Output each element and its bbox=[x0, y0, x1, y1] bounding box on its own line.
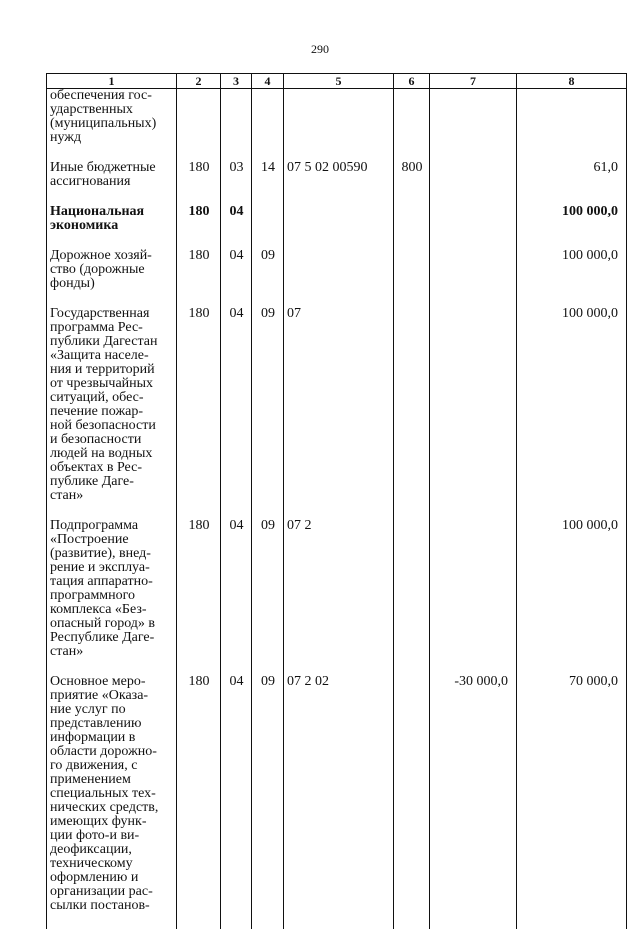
row-col-7 bbox=[430, 89, 517, 162]
table-row bbox=[47, 89, 627, 162]
row-col-6 bbox=[394, 89, 430, 162]
row-col-7 bbox=[430, 519, 517, 675]
table-row bbox=[47, 205, 627, 249]
row-col-4 bbox=[252, 205, 284, 249]
row-col-3: 04 bbox=[221, 307, 252, 519]
column-header-8: 8 bbox=[517, 74, 627, 89]
row-col-4 bbox=[252, 89, 284, 162]
row-col-8: 100 000,0 bbox=[517, 519, 627, 675]
row-col-6 bbox=[394, 249, 430, 307]
row-col-3: 04 bbox=[221, 675, 252, 929]
row-col-8: 100 000,0 bbox=[517, 249, 627, 307]
table-row bbox=[47, 519, 627, 675]
row-col-7 bbox=[430, 249, 517, 307]
row-name: Подпрограмма «Построение (развитие), внед- рение и эксплуа- тация аппаратно- программного комплекса «Без- опасный город» в Республике Даге- стан» bbox=[47, 519, 177, 675]
row-col-6: 800 bbox=[394, 161, 430, 205]
row-col-5 bbox=[284, 89, 394, 162]
row-col-8: 100 000,0 bbox=[517, 307, 627, 519]
row-col-4: 09 bbox=[252, 307, 284, 519]
row-col-5: 07 2 02 bbox=[284, 675, 394, 929]
row-col-7: -30 000,0 bbox=[430, 675, 517, 929]
row-col-8 bbox=[517, 89, 627, 162]
row-col-2: 180 bbox=[177, 307, 221, 519]
row-col-6 bbox=[394, 205, 430, 249]
row-col-4: 09 bbox=[252, 519, 284, 675]
row-col-4: 09 bbox=[252, 249, 284, 307]
column-header-7: 7 bbox=[430, 74, 517, 89]
row-col-3 bbox=[221, 89, 252, 162]
table-header-row bbox=[47, 74, 627, 89]
row-col-8: 70 000,0 bbox=[517, 675, 627, 929]
row-col-7 bbox=[430, 161, 517, 205]
page-number: 290 bbox=[0, 42, 640, 57]
row-col-7 bbox=[430, 205, 517, 249]
row-col-2: 180 bbox=[177, 205, 221, 249]
row-name: Дорожное хозяй- ство (дорожные фонды) bbox=[47, 249, 177, 307]
row-col-6 bbox=[394, 307, 430, 519]
table-row bbox=[47, 675, 627, 929]
row-col-2: 180 bbox=[177, 249, 221, 307]
column-header-3: 3 bbox=[221, 74, 252, 89]
column-header-4: 4 bbox=[252, 74, 284, 89]
row-name: Государственная программа Рес- публики Дагестан «Защита населе- ния и территорий от чрезвычайных ситуаций, обес- печение пожар- ной безопасности и безопасности людей на водных объектах в Рес- публике Даге- стан» bbox=[47, 307, 177, 519]
column-header-1: 1 bbox=[47, 74, 177, 89]
row-col-6 bbox=[394, 519, 430, 675]
row-col-6 bbox=[394, 675, 430, 929]
row-col-2: 180 bbox=[177, 675, 221, 929]
row-name: обеспечения гос- ударственных (муниципальных) нужд bbox=[47, 89, 177, 162]
row-name: Основное меро- приятие «Оказа- ние услуг по представлению информации в области дорожно- го движения, с применением специальных тех- нических средств, имеющих функ- ции фото-и ви- деофиксации, техническому оформлению и организации рас- сылки постанов- bbox=[47, 675, 177, 929]
column-header-5: 5 bbox=[284, 74, 394, 89]
row-col-3: 03 bbox=[221, 161, 252, 205]
row-col-8: 61,0 bbox=[517, 161, 627, 205]
row-col-5 bbox=[284, 205, 394, 249]
row-col-4: 09 bbox=[252, 675, 284, 929]
row-col-5: 07 bbox=[284, 307, 394, 519]
row-col-3: 04 bbox=[221, 249, 252, 307]
row-col-5: 07 2 bbox=[284, 519, 394, 675]
column-header-2: 2 bbox=[177, 74, 221, 89]
row-col-3: 04 bbox=[221, 205, 252, 249]
row-name: Иные бюджетные ассигнования bbox=[47, 161, 177, 205]
row-col-2 bbox=[177, 89, 221, 162]
row-col-4: 14 bbox=[252, 161, 284, 205]
row-col-5 bbox=[284, 249, 394, 307]
column-header-6: 6 bbox=[394, 74, 430, 89]
row-col-2: 180 bbox=[177, 519, 221, 675]
budget-table bbox=[46, 73, 627, 929]
row-col-5: 07 5 02 00590 bbox=[284, 161, 394, 205]
table-row bbox=[47, 249, 627, 307]
table-row bbox=[47, 161, 627, 205]
row-col-7 bbox=[430, 307, 517, 519]
row-name: Национальная экономика bbox=[47, 205, 177, 249]
row-col-8: 100 000,0 bbox=[517, 205, 627, 249]
table-body bbox=[47, 89, 627, 929]
row-col-3: 04 bbox=[221, 519, 252, 675]
row-col-2: 180 bbox=[177, 161, 221, 205]
table-row bbox=[47, 307, 627, 519]
